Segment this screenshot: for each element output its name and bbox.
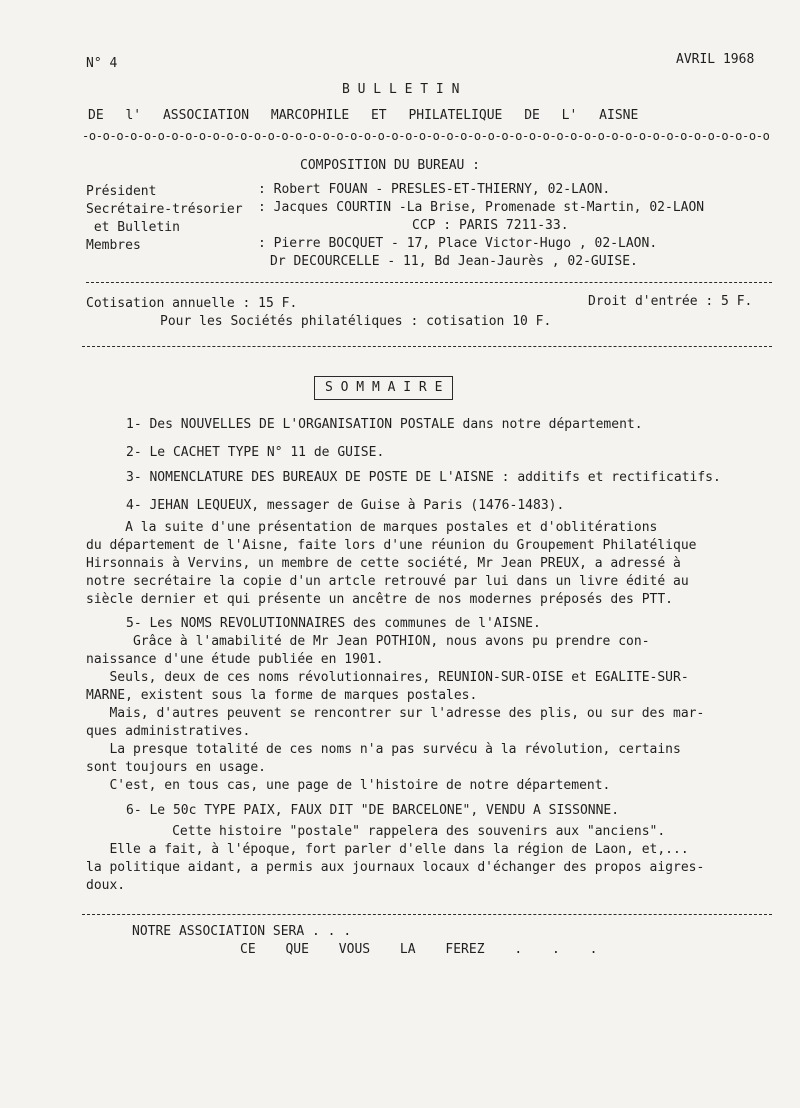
separator-rule [82,346,772,347]
separator-rule [82,914,772,915]
fee-entry: Droit d'entrée : 5 F. [588,294,753,309]
item5-line-4: MARNE, existent sous la forme de marques postales. [86,688,478,703]
bureau-value-member-2: Dr DECOURCELLE - 11, Bd Jean-Jaurès , 02-GUISE. [270,254,638,269]
item6-line-1: Cette histoire "postale" rappelera des souvenirs aux "anciens". [86,824,666,839]
header-separator: -o-o-o-o-o-o-o-o-o-o-o-o-o-o-o-o-o-o-o-o-o-o-o-o-o-o-o-o-o-o-o-o-o-o-o-o-o-o-o-o-o-o-o-o-o-o-o-o-o-o [82,129,770,143]
item4-line-2: du département de l'Aisne, faite lors d'une réunion du Groupement Philatélique [86,538,697,553]
item5-line-6: ques administratives. [86,724,251,739]
association-name: DE l' ASSOCIATION MARCOPHILE ET PHILATELIQUE DE L' AISNE [88,108,639,123]
issue-number: N° 4 [86,56,118,71]
fee-annual: Cotisation annuelle : 15 F. [86,296,298,311]
bureau-value-secretary: : Jacques COURTIN -La Brise, Promenade st-Martin, 02-LAON [258,200,705,215]
item6-line-3: la politique aidant, a permis aux journaux locaux d'échanger des propos aigres- [86,860,705,875]
bureau-label-president: Président [86,184,157,199]
sommaire-item-6: 6- Le 50c TYPE PAIX, FAUX DIT "DE BARCELONE", VENDU A SISSONNE. [126,803,620,818]
item5-line-5: Mais, d'autres peuvent se rencontrer sur l'adresse des plis, ou sur des mar- [86,706,705,721]
sommaire-item-4: 4- JEHAN LEQUEUX, messager de Guise à Paris (1476-1483). [126,498,565,513]
footer-motto-line-1: NOTRE ASSOCIATION SERA . . . [132,924,352,939]
item4-line-4: notre secrétaire la copie d'un artcle retrouvé par lui dans un livre édité au [86,574,689,589]
item5-line-8: sont toujours en usage. [86,760,267,775]
issue-date: AVRIL 1968 [676,52,755,67]
sommaire-item-3: 3- NOMENCLATURE DES BUREAUX DE POSTE DE L'AISNE : additifs et rectificatifs. [126,470,721,485]
footer-motto-line-2: CE QUE VOUS LA FEREZ . . . [240,942,598,957]
item6-line-2: Elle a fait, à l'époque, fort parler d'elle dans la région de Laon, et,... [86,842,689,857]
sommaire-item-1: 1- Des NOUVELLES DE L'ORGANISATION POSTALE dans notre département. [126,417,643,432]
bureau-value-president: : Robert FOUAN - PRESLES-ET-THIERNY, 02-LAON. [258,182,611,197]
fee-societies: Pour les Sociétés philatéliques : cotisation 10 F. [160,314,552,329]
sommaire-title: S O M M A I R E [314,376,453,400]
bulletin-title: B U L L E T I N [342,82,460,97]
bureau-label-bulletin: et Bulletin [86,220,180,235]
bureau-heading: COMPOSITION DU BUREAU : [300,158,481,173]
item5-line-2: naissance d'une étude publiée en 1901. [86,652,384,667]
bureau-value-member-1: : Pierre BOCQUET - 17, Place Victor-Hugo , 02-LAON. [258,236,658,251]
bureau-label-members: Membres [86,238,141,253]
sommaire-item-2: 2- Le CACHET TYPE N° 11 de GUISE. [126,445,385,460]
bureau-value-ccp: CCP : PARIS 7211-33. [412,218,569,233]
item4-line-5: siècle dernier et qui présente un ancêtre de nos modernes préposés des PTT. [86,592,673,607]
item5-line-9: C'est, en tous cas, une page de l'histoire de notre département. [86,778,611,793]
separator-rule [86,282,772,283]
item5-line-3: Seuls, deux de ces noms révolutionnaires, REUNION-SUR-OISE et EGALITE-SUR- [86,670,689,685]
item6-line-4: doux. [86,878,126,893]
item4-line-1: A la suite d'une présentation de marques postales et d'oblitérations [86,520,658,535]
item5-line-7: La presque totalité de ces noms n'a pas survécu à la révolution, certains [86,742,681,757]
item5-line-1: Grâce à l'amabilité de Mr Jean POTHION, nous avons pu prendre con- [86,634,650,649]
bureau-label-secretary: Secrétaire-trésorier [86,202,243,217]
sommaire-item-5: 5- Les NOMS REVOLUTIONNAIRES des communes de l'AISNE. [126,616,541,631]
item4-line-3: Hirsonnais à Vervins, un membre de cette société, Mr Jean PREUX, a adressé à [86,556,681,571]
